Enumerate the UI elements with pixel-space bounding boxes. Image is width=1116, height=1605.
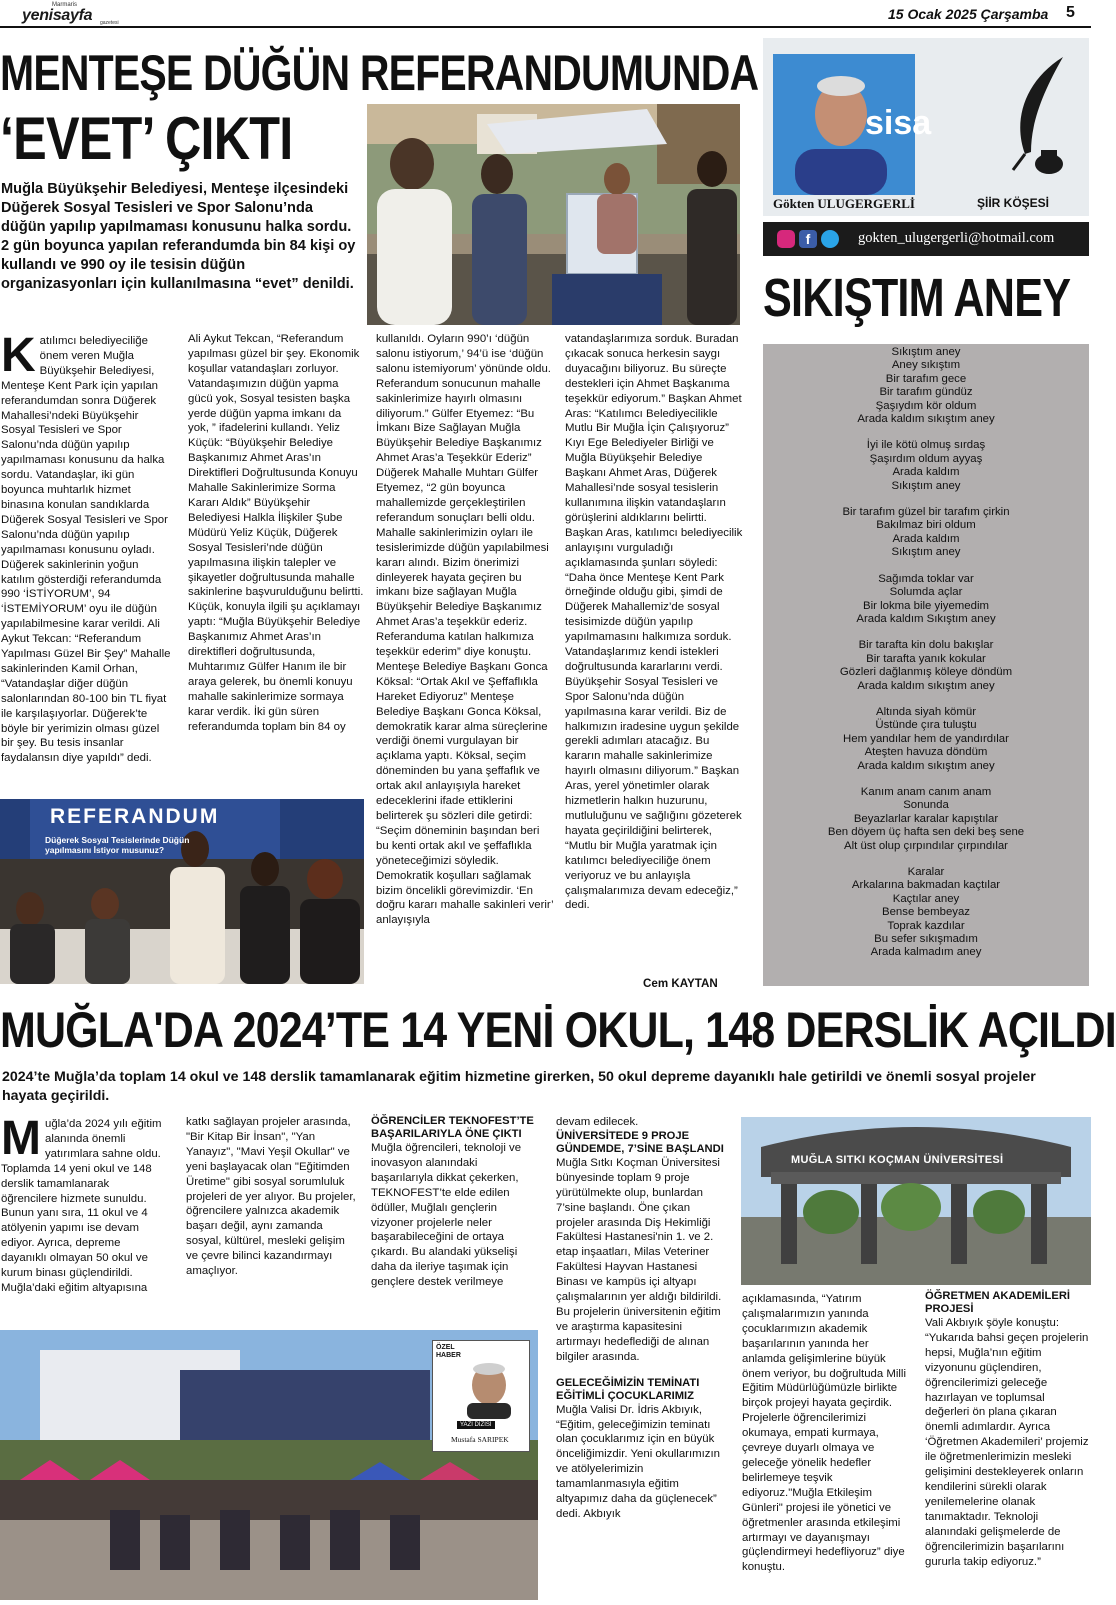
poem-body	[763, 344, 1089, 986]
poem-line: İyi ile kötü olmuş sırdaş	[866, 439, 986, 452]
article1-title-line1: MENTEŞE DÜĞÜN REFERANDUMUNDA	[0, 45, 759, 101]
banner-subtitle: Düğerek Sosyal Tesislerinde Düğün yapılmasını İstiyor musunuz?	[45, 835, 190, 855]
poem-line: Bir tarafım güzel bir tarafım çirkin	[842, 506, 1010, 519]
sub-ogretmen: ÖĞRETMEN AKADEMİLERİ PROJESİ	[925, 1290, 1071, 1315]
poem-line: Bir tarafta yanık kokular	[866, 652, 986, 665]
poem-line: Şaşırdım oldum ayyaş	[869, 452, 983, 465]
logo-small: Marmaris	[52, 2, 77, 8]
yazi-dizisi-label: YAZI DİZİSİ	[457, 1421, 495, 1429]
poem-line: Karalar	[907, 866, 945, 878]
poem-line: Gözleri dağlanmış köleye döndüm	[839, 666, 1013, 679]
author-photo	[773, 54, 932, 195]
header-rule	[0, 26, 1091, 28]
ozel-haber-label: ÖZEL HABER	[436, 1344, 461, 1359]
article2-column-5	[742, 1292, 912, 1592]
sub-gelecek: GELECEĞİMİZİN TEMİNATI EĞİTİMLİ ÇOCUKLARIMIZ	[556, 1376, 700, 1402]
social-email-bar	[763, 222, 1089, 256]
banner-title: REFERANDUM	[50, 805, 220, 828]
article1-col4-text: vatandaşlarımıza sorduk. Buradan çıkacak sonuca herkesin saygı duyacağını biliyoruz. Bu süreçte destekleri için Ahmet Başkanıma teşekkür ediyorum.” Başkan Ahmet Aras: “Katılımcı Belediyecilikle Mutlu Bir Muğla İçin Çalışıyoruz” Kıyı Ege Belediyeler Birliği ve Muğla Büyükşehir Belediye Başkanı Ahmet Aras, Düğerek Mahallesi’nde sosyal tesislerin kullanımına ilişkin vatandaşların görüşlerini aldıklarını belirtti. Başkan Aras, katılımcı belediyecilik anlayışını vurguladığı açıklamasında şunları söyledi: “Daha önce Menteşe Kent Park örneğinde olduğu gibi, şimdi de Düğerek Mahallemiz’de sosyal tesisimizde düğün yapılıp yapılmamasını halkımıza sorduk. Vatandaşlarımız kendi istekleri doğrultusunda kararlarını verdi. Büyükşehir Sosyal Tesisleri ve Spor Salonu’nda düğün yapılmasına karar verildi. Biz de halkımızın iradesine uygun şekilde gerekli adımları atacağız. Bu kararın mahalle sakinlerimize hayırlı olmasını diliyorum.” Başkan Aras, yerel yönetimler olarak hizmetlerin halkın huzurunu, mutluluğunu ve sağlığını gözeterek hayata geçirildiğini belirterek, “Mutlu bir Muğla yaratmak için katılımcı belediyeciliğe önem veriyoruz ve bu anlayışla çalışmalarımıza devam edeceğiz,” dedi.	[565, 333, 743, 912]
article1-col3-text: kullanıldı. Oyların 990’ı ‘düğün salonu istiyorum,’ 94’ü ise ‘düğün salonu istemiyorum’ yönünde oldu. Referandum sonucunun mahalle sakinlerimize hayırlı olmasını diliyorum.” Gülfer Etyemez: “Bu İmkanı Bize Sağlayan Muğla Büyükşehir Belediye Başkanımız Ahmet Aras’a Teşekkür Ederiz” Düğerek Mahalle Muhtarı Gülfer Etyemez, “2 gün boyunca mahallemizde gerçekleştirilen referandum sonuçları belli oldu. Mahalle sakinlerimizin oyları ile tesislerimizde düğün yapılabilmesi kararı alındı. Bizim önerimizi dinleyerek hayata geçiren bu imkanı bize sağlayan Muğla Büyükşehir Belediye Başkanımız Ahmet Aras’a teşekkür ederiz. Referanduma katılan halkımıza teşekkür ederim” diye konuştu. Menteşe Belediye Başkanı Gonca Köksal: “Ortak Akıl ve Şeffaflıkla Hareket Ediyoruz” Menteşe Belediye Başkanı Gonca Köksal, demokratik karar alma süreçlerine verdiği önemi vurgulayan bir açıklama yaptı. Köksal, seçim döneminden bu yana şeffaflık ve ortak akıl anlayışıyla hareket edeceklerini ifade ettiklerini belirterek şu sözleri dile getirdi: “Seçim döneminin başından beri bu kenti ortak akıl ve şeffaflıkla yöneteceğimizi söyledik. Demokratik koşulları sağlamak bizim öncelikli görevimizdir. ‘En doğru kararı mahalle sakinleri verir’ anlayışıyla	[376, 333, 554, 927]
poem-line: Arada kaldım	[892, 466, 960, 479]
poem-line: Sıkıştım aney	[891, 479, 961, 492]
poem-line: Hem yandılar hem de yandırdılar	[843, 732, 1009, 745]
poem-title: SIKIŞTIM ANEY	[763, 268, 1071, 328]
poem-line: Bir tarafım gece	[885, 372, 967, 385]
poem-line: Solumda açlar	[889, 586, 963, 599]
poem-line: Arada kaldım	[892, 532, 960, 545]
poem-line: Arada kaldım sıkıştım aney	[857, 679, 995, 692]
poem-stanza	[763, 344, 1089, 426]
poem-line: Aney sıkıştım	[891, 359, 961, 372]
article2-column-2	[186, 1115, 360, 1315]
ozel-haber-box	[432, 1340, 530, 1452]
poem-line: Arada kaldım sıkıştım aney	[857, 413, 995, 426]
article2-column-1	[1, 1112, 166, 1317]
poem-line: Üstünde çıra tuluştu	[875, 719, 977, 732]
article2-column-6	[925, 1290, 1091, 1595]
sub-teknofest: ÖĞRENCİLER TEKNOFEST’TE BAŞARILARIYLA ÖNE ÇIKTI	[371, 1115, 534, 1140]
sub-universite: ÜNİVERSİTEDE 9 PROJE GÜNDEMDE, 7’SİNE BAŞLANDI	[556, 1129, 724, 1155]
poem-line: Arada kaldım sıkıştım aney	[857, 759, 995, 772]
poem-line: Bir lokma bile yiyemedim	[863, 599, 989, 612]
ozel-author: Mustafa SARIPEK	[451, 1435, 509, 1444]
author-name: Gökten ULUGERGERLİ	[773, 196, 915, 211]
article2-col4a-text: devam edilecek.	[556, 1116, 639, 1128]
article1-col1-text: atılımcı belediyeciliğe önem veren Muğla Büyükşehir Belediyesi, Menteşe Kent Park için yapılan referandumdan sonra Düğerek Mahallesi’ndeki Büyükşehir Sosyal Tesisleri ve Spor Salonu’nda düğün yapılıp yapılmaması konusunu da halka sordu. Vatandaşlar, iki gün boyunca muhtarlık hizmet binasına konulan sandıklarda Düğerek Sosyal Tesisleri ve Spor Salonu’nda düğün yapılıp yapılmaması konusunu oyladı. Düğerek sakinlerinin yoğun katılım gösterdiği referandumda 990 ‘İSTİYORUM’, 94 ‘İSTEMİYORUM’ oyu ile düğün yapılabilmesine karar verildi. Ali Aykut Tekcan: “Referandum Yapılması Güzel Bir Şey” Mahalle sakinlerinden Kamil Orhan, “Vatandaşlar diğer düğün salonlarından 80-100 bin TL fiyat ile karşılaşıyorlar. Düğerek’te böyle bir yerimizin olması güzel bir şey. Bu tesis insanlar faydalansın diye yapıldı” dedi.	[1, 335, 171, 765]
article1-column-2	[188, 332, 364, 792]
university-gate-illustration	[741, 1117, 1091, 1285]
poem-stanza	[763, 706, 1089, 773]
poem-line: Arkalarına bakmadan kaçtılar	[851, 879, 1001, 892]
article2-lead: 2024’te Muğla’da toplam 14 okul ve 148 derslik tamamlanarak eğitim hizmetine girerken, 50 okul depreme dayanıklı hale getirildi ve önemli sosyal projeler hayata geçirildi.	[2, 1069, 1036, 1104]
article1-column-4	[565, 332, 743, 972]
article2-column-3	[371, 1115, 541, 1315]
article2-col6-text: Vali Akbıyık şöyle konuştu: “Yukarıda bahsi geçen projelerin hepsi, Muğla’nın eğitim vizyonunu güçlendiren, öğrencilerimizi geleceğe hazırlayan ve toplumsal değerleri ön plana çıkaran önemli adımlardır. Ayrıca ‘Öğretmen Akademileri’ projemiz ile öğretmenlerimizin mesleki gelişimini destekleyerek onların kendilerini sürekli olarak yenilemelerine olanak tanımaktadır. Teknoloji alanındaki gelişmelerde de öğrencilerimizin başarılarını gururla takip ediyoruz.”	[925, 1317, 1089, 1568]
article1-dropcap: K	[1, 329, 36, 382]
page-number: 5	[1066, 4, 1075, 21]
article2-col5-text: açıklamasında, “Yatırım çalışmalarımızın yanında çocuklarımızın akademik başarılarının yanında her anlamda gelişimlerine büyük önem veriyor, bu doğrultuda Milli Eğitim Müdürlüğümüzle birlikte birçok projeyi hayata geçirdik. Projelerle öğrencilerimizi okumaya, empati kurmaya, çevreye duyarlı olmaya ve geleceğe yönelik hedefler belirlemeye teşvik ediyoruz."Muğla Etkileşim Günleri" projesi ile yönetici ve öğretmenler arasında etkileşimi artırmayı ve dayanışmayı güçlendirmeyi hedefliyoruz” diye konuştu.	[742, 1293, 906, 1574]
quill-pen-icon	[1003, 52, 1079, 177]
poem-line: Ateşten havuza döndüm	[864, 746, 988, 759]
poem-stanza	[763, 639, 1089, 693]
school-festival-photo	[0, 1330, 538, 1600]
article2-col4b-text: Muğla Sıtkı Koçman Üniversitesi bünyesinde toplam 9 proje yürütülmekte olup, bunlardan 7’sine başlandı. Öne çıkan projeler arasında Diş Hekimliği Fakültesi Hastanesi'nin 1. ve 2. etap inşaatları, Milas Veteriner Fakültesi Hayvan Hastanesi Binası ve kampüs içi altyapı çalışmalarının yer aldığı bildirildi. Bu projelerin üniversitenin eğitim ve araştırma kapasitesini artırmayı hedeflediği de alınan bilgiler arasında.	[556, 1156, 722, 1363]
poem-line: Kaçtılar aney	[892, 892, 960, 905]
poem-stanza	[763, 786, 1089, 853]
section-label: ŞİİR KÖŞESİ	[977, 196, 1050, 210]
page-date: 15 Ocak 2025 Çarşamba	[888, 6, 1049, 22]
poem-line: Altında siyah kömür	[875, 705, 977, 718]
poem-line: Bir tarafım gündüz	[879, 386, 973, 399]
poem-line: Bir tarafta kin dolu bakışlar	[858, 639, 994, 652]
poem-line: Bense bembeyaz	[881, 906, 971, 919]
article2-column-4	[556, 1115, 726, 1600]
poetry-column-header	[763, 38, 1089, 216]
article2-col2-text: katkı sağlayan projeler arasında, "Bir Kitap Bir İnsan", "Yan Yanayız", "Mavi Yeşil Okullar" ve yeni başlayacak olan "Eğitimden Üretime" gibi sosyal sorumluluk projeleri de yer alıyor. Bu projeler, öğrencilere yalnızca akademik başarı değil, aynı zamanda sosyal, kültürel, mesleki gelişim ve çevre bilinci kazandırmayı amaçlıyor.	[186, 1116, 356, 1278]
poem-stanza	[763, 506, 1089, 560]
twitter-icon[interactable]	[821, 230, 839, 248]
poem-line: Alt üst olup çırpındılar çırpındılar	[844, 839, 1008, 852]
poem-line: Sağımda toklar var	[878, 572, 974, 585]
columnist-portrait	[459, 1359, 519, 1419]
poem-stanza	[763, 573, 1089, 627]
poem-line: Sonunda	[903, 799, 949, 812]
university-sign: MUĞLA SITKI KOÇMAN ÜNİVERSİTESİ	[791, 1154, 1004, 1166]
article2-col3-text: Muğla öğrencileri, teknoloji ve inovasyon alanındaki başarılarıyla dikkat çekerken, TEKNOFEST’te elde edilen ödüller, Muğlalı gençlerin vizyoner projelerle neler başarabileceğini de ortaya çıkardı. Bu alandaki yükselişi daha da ileriye taşımak için gençlere destek verilmeye	[371, 1142, 522, 1289]
poem-stanza	[763, 439, 1089, 493]
poem-line: Sıkıştım aney	[891, 346, 961, 358]
poem-stanza	[763, 866, 1089, 960]
university-gate-photo	[741, 1117, 1091, 1285]
poem-line: Ben döyem üç hafta sen deki beş sene	[827, 826, 1025, 839]
masthead-logo	[22, 2, 132, 26]
article1-byline: Cem KAYTAN	[643, 977, 718, 990]
logo-main: yenisayfa	[22, 7, 93, 24]
referendum-banner-photo	[0, 799, 364, 984]
article1-column-3	[376, 332, 554, 984]
poem-line: Şaşıydım kör oldum	[875, 399, 977, 412]
poem-line: Arada kaldım Sıkıştım aney	[856, 612, 996, 625]
article2-title: MUĞLA'DA 2024’TE 14 YENİ OKUL, 148 DERSLİK AÇILDI	[0, 1002, 1116, 1058]
poem-line: Sıkıştım aney	[891, 546, 961, 559]
poem-line: Toprak kazdılar	[887, 919, 965, 932]
poem-line: Arada kalmadım aney	[870, 946, 982, 959]
article2-col4c-text: Muğla Valisi Dr. İdris Akbıyık, “Eğitim, geleceğimizin teminatı olan çocuklarımız için en büyük önceliğimizdir. Yeni okullarımızın ve atölyelerimizin tamamlanmasıyla eğitim altyapımız daha da güçlenecek” dedi. Akbıyık	[556, 1403, 720, 1520]
quill-icon	[1003, 52, 1079, 177]
referendum-voting-photo	[367, 104, 740, 325]
article1-column-1	[1, 329, 175, 792]
referendum-voting-illustration	[367, 104, 740, 325]
article1-lead: Muğla Büyükşehir Belediyesi, Menteşe ilçesindeki Düğerek Sosyal Tesisleri ve Spor Salonu’nda düğün yapılıp yapılmaması konusunu halka sordu. 2 gün boyunca yapılan referandumda bin 84 kişi oy kullandı ve 990 oy ile tesisin düğün organizasyonları için kullanılmasına “evet” denildi.	[1, 181, 356, 292]
author-email[interactable]: gokten_ulugergerli@hotmail.com	[858, 230, 1055, 246]
article2-dropcap: M	[1, 1112, 41, 1165]
article1-title-line2: ‘EVET’ ÇIKTI	[0, 105, 293, 172]
facebook-icon[interactable]: f	[799, 230, 817, 248]
instagram-icon[interactable]	[777, 230, 795, 248]
backdrop-text: sisa	[865, 104, 932, 142]
article1-col2-text: Ali Aykut Tekcan, “Referandum yapılması güzel bir şey. Ekonomik koşullar vatandaşları zorluyor. Vatandaşımızın düğün yapma gücü yok, Sosyal tesisten başka yerde düğün yapma imkanı da yok, ” ifadelerini kullandı. Yeliz Küçük: “Büyükşehir Belediye Başkanımız Ahmet Aras’ın Direktifleri Doğrultusunda Konuyu Mahalle Sakinlerimize Sorma Kararı Aldık” Büyükşehir Belediyesi Halkla İlişkiler Şube Müdürü Yeliz Küçük, Düğerek Sosyal Tesisleri’nde düğün yapılmasına ilişkin talepler ve şikayetler doğrultusunda mahalle sakinlerine başvurulduğunu belirtti. Küçük, konuyla ilgili şu açıklamayı yaptı: “Muğla Büyükşehir Belediye Başkanımız Ahmet Aras’ın direktifleri doğrultusunda, Muhtarımız Gülfer Hanım ile bir araya gelerek, bu önemli konuyu mahalle sakinlerimize sormaya karar verdik. İki gün süren referandumda toplam bin 84 oy	[188, 333, 364, 733]
article2-col1-text: uğla’da 2024 yılı eğitim alanında önemli yatırımlara sahne oldu. Toplamda 14 yeni okul ve 148 derslik tamamlanarak öğrencilere hizmete sunuldu. Bunun yanı sıra, 11 okul ve 4 atölyenin yapımı ise devam ediyor. Ayrıca, depreme dayanıklı olmayan 50 okul ve kurum binası güçlendirildi. Muğla’daki eğitim altyapısına	[1, 1118, 162, 1294]
poem-line: Bu sefer sıkışmadım	[874, 933, 978, 946]
poem-line: Beyazlarlar karalar kapıştılar	[853, 812, 999, 825]
poem-line: Bakılmaz biri oldum	[876, 519, 976, 532]
logo-sub: gazetesi	[100, 20, 119, 26]
poem-line: Kanım anam canım anam	[860, 785, 992, 798]
